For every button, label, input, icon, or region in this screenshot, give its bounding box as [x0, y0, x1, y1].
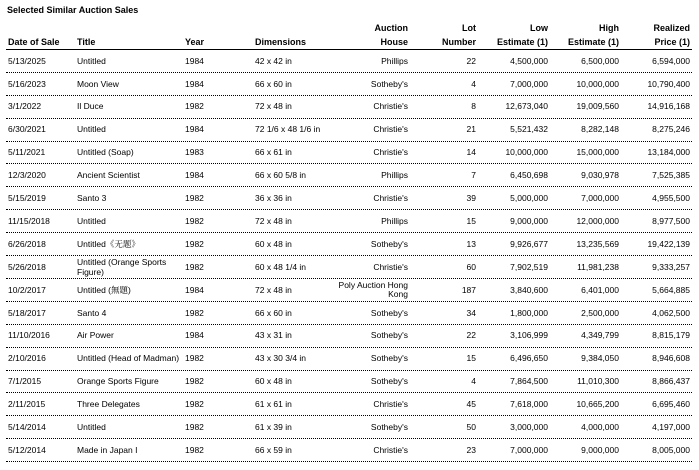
cell-realized-price: 7,525,385 [652, 170, 690, 181]
cell-date: 5/14/2014 [8, 422, 46, 433]
cell-title: Untitled《无题》 [77, 238, 140, 249]
cell-high-estimate: 7,000,000 [581, 193, 619, 204]
cell-low-estimate: 6,496,650 [510, 353, 548, 364]
cell-low-estimate: 3,106,999 [510, 330, 548, 341]
cell-realized-price: 13,184,000 [647, 147, 690, 158]
cell-dimensions: 72 x 48 in [255, 284, 292, 295]
cell-realized-price: 8,946,608 [652, 353, 690, 364]
cell-auction-house: Sotheby's [370, 307, 408, 318]
table-row [6, 394, 692, 417]
cell-title: Untitled (Orange Sports Figure) [77, 257, 167, 277]
table-row [6, 302, 692, 325]
header-realized-line1: Realized [653, 23, 690, 33]
cell-date: 6/30/2021 [8, 124, 46, 135]
cell-high-estimate: 6,401,000 [581, 284, 619, 295]
cell-lot-number: 8 [471, 101, 476, 112]
cell-low-estimate: 4,500,000 [510, 55, 548, 66]
cell-auction-house: Sotheby's [370, 78, 408, 89]
cell-auction-house: Christie's [373, 399, 408, 410]
table-row [6, 279, 692, 302]
header-lot-line1: Lot [462, 23, 476, 33]
cell-lot-number: 39 [466, 193, 476, 204]
cell-dimensions: 66 x 60 in [255, 78, 292, 89]
cell-dimensions: 66 x 61 in [255, 147, 292, 158]
cell-title: Air Power [77, 330, 114, 341]
cell-lot-number: 22 [466, 55, 476, 66]
cell-year: 1982 [185, 238, 204, 249]
header-low-line2: Estimate (1) [496, 37, 548, 47]
cell-realized-price: 8,005,000 [652, 444, 690, 455]
cell-year: 1983 [185, 147, 204, 158]
cell-lot-number: 60 [466, 261, 476, 272]
cell-dimensions: 42 x 42 in [255, 55, 292, 66]
cell-dimensions: 60 x 48 in [255, 376, 292, 387]
cell-low-estimate: 7,902,519 [510, 261, 548, 272]
cell-low-estimate: 10,000,000 [505, 147, 548, 158]
cell-high-estimate: 12,000,000 [576, 215, 619, 226]
header-date: Date of Sale [8, 37, 60, 47]
cell-realized-price: 6,695,460 [652, 399, 690, 410]
cell-high-estimate: 4,349,799 [581, 330, 619, 341]
cell-dimensions: 66 x 60 5/8 in [255, 170, 307, 181]
cell-title: Ancient Scientist [77, 170, 140, 181]
cell-date: 3/1/2022 [8, 101, 42, 112]
table-row [6, 50, 692, 73]
table-row [6, 416, 692, 439]
cell-auction-house: Christie's [373, 261, 408, 272]
header-dimensions: Dimensions [255, 37, 307, 47]
header-house-line2: House [380, 37, 408, 47]
cell-dimensions: 66 x 59 in [255, 444, 292, 455]
table-row [6, 348, 692, 371]
cell-lot-number: 4 [471, 78, 476, 89]
cell-lot-number: 34 [466, 307, 476, 318]
cell-title: Santo 3 [77, 193, 107, 204]
table-row [6, 256, 692, 279]
cell-title: Il Duce [77, 101, 104, 112]
cell-year: 1982 [185, 193, 204, 204]
cell-title: Santo 4 [77, 307, 107, 318]
cell-year: 1982 [185, 399, 204, 410]
cell-lot-number: 50 [466, 422, 476, 433]
table-row [6, 371, 692, 394]
header-low-line1: Low [530, 23, 548, 33]
cell-realized-price: 5,664,885 [652, 284, 690, 295]
header-year: Year [185, 37, 205, 47]
cell-high-estimate: 9,000,000 [581, 444, 619, 455]
cell-realized-price: 8,275,246 [652, 124, 690, 135]
table-row [6, 142, 692, 165]
cell-auction-house: Sotheby's [370, 376, 408, 387]
cell-lot-number: 14 [466, 147, 476, 158]
cell-year: 1982 [185, 215, 204, 226]
table-row [6, 439, 692, 462]
cell-dimensions: 60 x 48 1/4 in [255, 261, 307, 272]
cell-lot-number: 15 [466, 215, 476, 226]
cell-realized-price: 14,916,168 [647, 101, 690, 112]
header-high-line1: High [599, 23, 619, 33]
cell-year: 1982 [185, 422, 204, 433]
cell-low-estimate: 7,618,000 [510, 399, 548, 410]
cell-lot-number: 4 [471, 376, 476, 387]
cell-date: 5/18/2017 [8, 307, 46, 318]
cell-realized-price: 8,815,179 [652, 330, 690, 341]
cell-high-estimate: 15,000,000 [576, 147, 619, 158]
cell-high-estimate: 9,384,050 [581, 353, 619, 364]
cell-date: 12/3/2020 [8, 170, 46, 181]
cell-low-estimate: 7,000,000 [510, 444, 548, 455]
cell-year: 1984 [185, 124, 204, 135]
cell-auction-house: Sotheby's [370, 330, 408, 341]
cell-dimensions: 66 x 60 in [255, 307, 292, 318]
cell-date: 10/2/2017 [8, 284, 46, 295]
cell-dimensions: 61 x 39 in [255, 422, 292, 433]
table-row [6, 187, 692, 210]
cell-date: 11/10/2016 [8, 330, 50, 341]
cell-year: 1984 [185, 55, 204, 66]
cell-year: 1984 [185, 78, 204, 89]
cell-auction-house: Christie's [373, 193, 408, 204]
cell-title: Three Delegates [77, 399, 140, 410]
cell-lot-number: 23 [466, 444, 476, 455]
cell-date: 5/11/2021 [8, 147, 46, 158]
cell-low-estimate: 1,800,000 [510, 307, 548, 318]
cell-high-estimate: 19,009,560 [576, 101, 619, 112]
cell-high-estimate: 8,282,148 [581, 124, 619, 135]
cell-dimensions: 72 1/6 x 48 1/6 in [255, 124, 321, 135]
cell-high-estimate: 6,500,000 [581, 55, 619, 66]
cell-title: Orange Sports Figure [77, 376, 159, 387]
cell-realized-price: 8,977,500 [652, 215, 690, 226]
cell-auction-house: Christie's [373, 147, 408, 158]
header-house-line1: Auction [374, 23, 408, 33]
cell-title: Untitled [77, 55, 106, 66]
header-title: Title [77, 37, 96, 47]
cell-lot-number: 7 [471, 170, 476, 181]
cell-low-estimate: 5,521,432 [510, 124, 548, 135]
cell-lot-number: 22 [466, 330, 476, 341]
cell-title: Untitled (Head of Madman) [77, 353, 180, 364]
cell-dimensions: 43 x 31 in [255, 330, 292, 341]
table-row [6, 73, 692, 96]
cell-title: Made in Japan I [77, 444, 138, 455]
cell-high-estimate: 4,000,000 [581, 422, 619, 433]
cell-title: Untitled [77, 124, 106, 135]
cell-realized-price: 4,062,500 [652, 307, 690, 318]
cell-realized-price: 6,594,000 [652, 55, 690, 66]
cell-date: 7/1/2015 [8, 376, 42, 387]
cell-auction-house: Phillips [381, 215, 408, 226]
cell-realized-price: 9,333,257 [652, 261, 690, 272]
cell-high-estimate: 2,500,000 [581, 307, 619, 318]
cell-low-estimate: 9,926,677 [510, 238, 548, 249]
cell-auction-house: Sotheby's [370, 353, 408, 364]
cell-year: 1984 [185, 284, 204, 295]
table-row [6, 119, 692, 142]
cell-high-estimate: 10,000,000 [576, 78, 619, 89]
cell-date: 5/15/2019 [8, 193, 46, 204]
cell-year: 1982 [185, 353, 204, 364]
cell-title: Untitled (無題) [77, 284, 131, 295]
cell-auction-house: Christie's [373, 444, 408, 455]
header-realized-line2: Price (1) [654, 37, 690, 47]
cell-auction-house: Phillips [381, 170, 408, 181]
cell-date: 2/11/2015 [8, 399, 46, 410]
cell-low-estimate: 7,000,000 [510, 78, 548, 89]
cell-dimensions: 72 x 48 in [255, 101, 292, 112]
cell-high-estimate: 13,235,569 [576, 238, 619, 249]
table-row [6, 210, 692, 233]
cell-low-estimate: 5,000,000 [510, 193, 548, 204]
cell-year: 1982 [185, 261, 204, 272]
cell-year: 1984 [185, 170, 204, 181]
cell-date: 5/16/2023 [8, 78, 46, 89]
cell-realized-price: 10,790,400 [647, 78, 690, 89]
table-row [6, 165, 692, 188]
header-high-line2: Estimate (1) [567, 37, 619, 47]
cell-realized-price: 4,955,500 [652, 193, 690, 204]
cell-auction-house: Poly Auction Hong Kong [338, 279, 408, 300]
cell-lot-number: 15 [466, 353, 476, 364]
cell-lot-number: 13 [466, 238, 476, 249]
cell-auction-house: Sotheby's [370, 238, 408, 249]
cell-dimensions: 36 x 36 in [255, 193, 292, 204]
cell-high-estimate: 9,030,978 [581, 170, 619, 181]
cell-auction-house: Sotheby's [370, 422, 408, 433]
table-row [6, 325, 692, 348]
page-title: Selected Similar Auction Sales [7, 5, 139, 15]
cell-date: 5/13/2025 [8, 55, 46, 66]
table-row [6, 233, 692, 256]
header-lot-line2: Number [441, 37, 476, 47]
cell-year: 1982 [185, 376, 204, 387]
cell-year: 1982 [185, 101, 204, 112]
cell-high-estimate: 10,665,200 [576, 399, 619, 410]
cell-high-estimate: 11,981,238 [577, 261, 619, 272]
cell-low-estimate: 3,840,600 [510, 284, 548, 295]
table-row [6, 96, 692, 119]
cell-auction-house: Christie's [373, 124, 408, 135]
cell-date: 11/15/2018 [8, 215, 50, 226]
cell-realized-price: 19,422,139 [647, 238, 690, 249]
cell-dimensions: 72 x 48 in [255, 215, 292, 226]
cell-year: 1984 [185, 330, 204, 341]
cell-dimensions: 43 x 30 3/4 in [255, 353, 307, 364]
cell-realized-price: 4,197,000 [652, 422, 690, 433]
cell-dimensions: 60 x 48 in [255, 238, 292, 249]
cell-date: 2/10/2016 [8, 353, 46, 364]
cell-date: 5/12/2014 [8, 444, 46, 455]
cell-title: Untitled [77, 215, 106, 226]
cell-date: 6/26/2018 [8, 238, 46, 249]
cell-lot-number: 21 [466, 124, 476, 135]
cell-auction-house: Phillips [381, 55, 408, 66]
cell-low-estimate: 6,450,698 [510, 170, 548, 181]
cell-low-estimate: 7,864,500 [510, 376, 548, 387]
cell-title: Untitled [77, 422, 106, 433]
cell-lot-number: 187 [461, 284, 476, 295]
cell-low-estimate: 9,000,000 [510, 215, 548, 226]
cell-year: 1982 [185, 307, 204, 318]
cell-title: Moon View [77, 78, 119, 89]
cell-lot-number: 45 [466, 399, 476, 410]
cell-realized-price: 8,866,437 [652, 376, 690, 387]
cell-title: Untitled (Soap) [77, 147, 134, 158]
cell-low-estimate: 3,000,000 [510, 422, 548, 433]
cell-high-estimate: 11,010,300 [577, 376, 619, 387]
cell-auction-house: Christie's [373, 101, 408, 112]
cell-year: 1982 [185, 444, 204, 455]
cell-date: 5/26/2018 [8, 261, 46, 272]
cell-dimensions: 61 x 61 in [255, 399, 292, 410]
cell-low-estimate: 12,673,040 [505, 101, 548, 112]
